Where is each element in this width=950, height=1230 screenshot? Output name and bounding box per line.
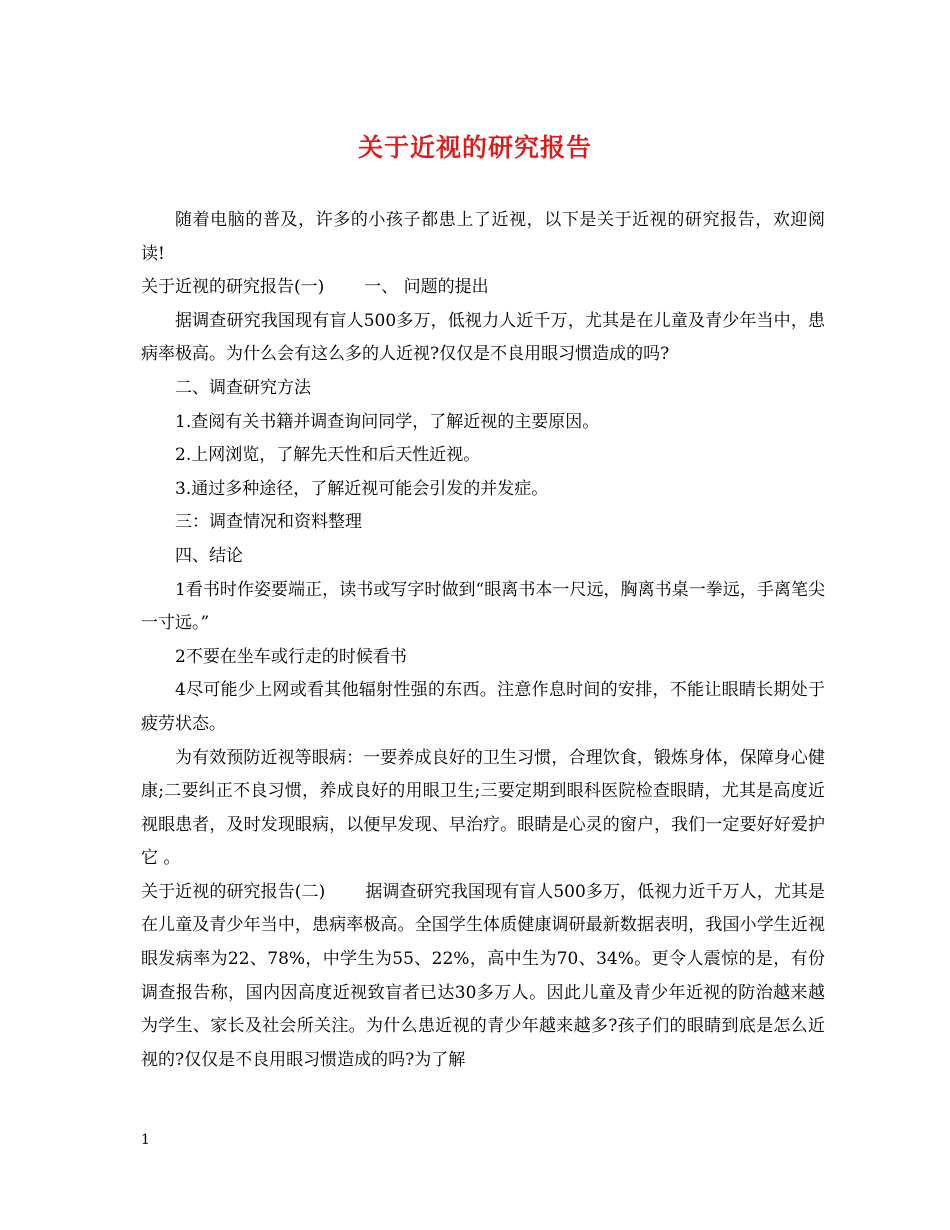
paragraph-intro: 随着电脑的普及，许多的小孩子都患上了近视，以下是关于近视的研究报告，欢迎阅读! <box>141 210 825 264</box>
paragraph-prevention: 为有效预防近视等眼病：一要养成良好的卫生习惯，合理饮食，锻炼身体，保障身心健康;二要纠正不良习惯，养成良好的用眼卫生;三要定期到眼科医院检查眼睛，尤其是高度近视眼患者，及时发现眼病，以便早发现、早治疗。眼睛是心灵的窗户，我们一定要好好爱护它 。 <box>141 747 825 869</box>
section-survey-heading: 三：调查情况和资料整理 <box>175 512 362 533</box>
conclusion-item-1: 1看书时作姿要端正，读书或写字时做到“眼离书本一尺远，胸离书桌一拳远，手离笔尖一寸远。” <box>141 579 825 634</box>
paragraph-problem: 据调查研究我国现有盲人500多万，低视力人近千万，尤其是在儿童及青少年当中，患病率极高。为什么会有这么多的人近视?仅仅是不良用眼习惯造成的吗? <box>141 310 825 365</box>
conclusion-item-4: 4尽可能少上网或看其他辐射性强的东西。注意作息时间的安排，不能让眼睛长期处于疲劳状态。 <box>141 680 825 734</box>
document-title: 关于近视的研究报告 <box>357 133 592 162</box>
method-item-2: 2.上网浏览，了解先天性和后天性近视。 <box>175 445 481 466</box>
paragraph-report-two <box>141 876 825 1078</box>
method-item-1: 1.查阅有关书籍并调查询问同学，了解近视的主要原因。 <box>175 411 600 432</box>
report-one-title: 关于近视的研究报告(一) <box>141 277 325 298</box>
method-item-3: 3.通过多种途径，了解近视可能会引发的并发症。 <box>175 478 549 499</box>
section-problem-heading: 一、 问题的提出 <box>364 277 489 298</box>
report-two-title: 关于近视的研究报告(二) <box>141 881 326 902</box>
page-number: 1 <box>141 1132 150 1148</box>
document-body <box>141 204 825 1077</box>
paragraph-report-one-heading <box>141 271 825 305</box>
section-method-heading: 二、调查研究方法 <box>175 377 311 398</box>
section-conclusion-heading: 四、结论 <box>175 545 243 566</box>
report-two-text: 据调查研究我国现有盲人500多万，低视力近千万人，尤其是在儿童及青少年当中，患病率极高。全国学生体质健康调研最新数据表明，我国小学生近视眼发病率为22、78%，中学生为55、22%，高中生为70、34%。更令人震惊的是，有份调查报告称，国内因高度近视致盲者已达30多万人。因此儿童及青少年近视的防治越来越为学生、家长及社会所关注。为什么患近视的青少年越来越多?孩子们的眼睛到底是怎么近视的?仅仅是不良用眼习惯造成的吗?为了解 <box>141 881 826 1070</box>
conclusion-item-2: 2不要在坐车或行走的时候看书 <box>175 646 407 667</box>
